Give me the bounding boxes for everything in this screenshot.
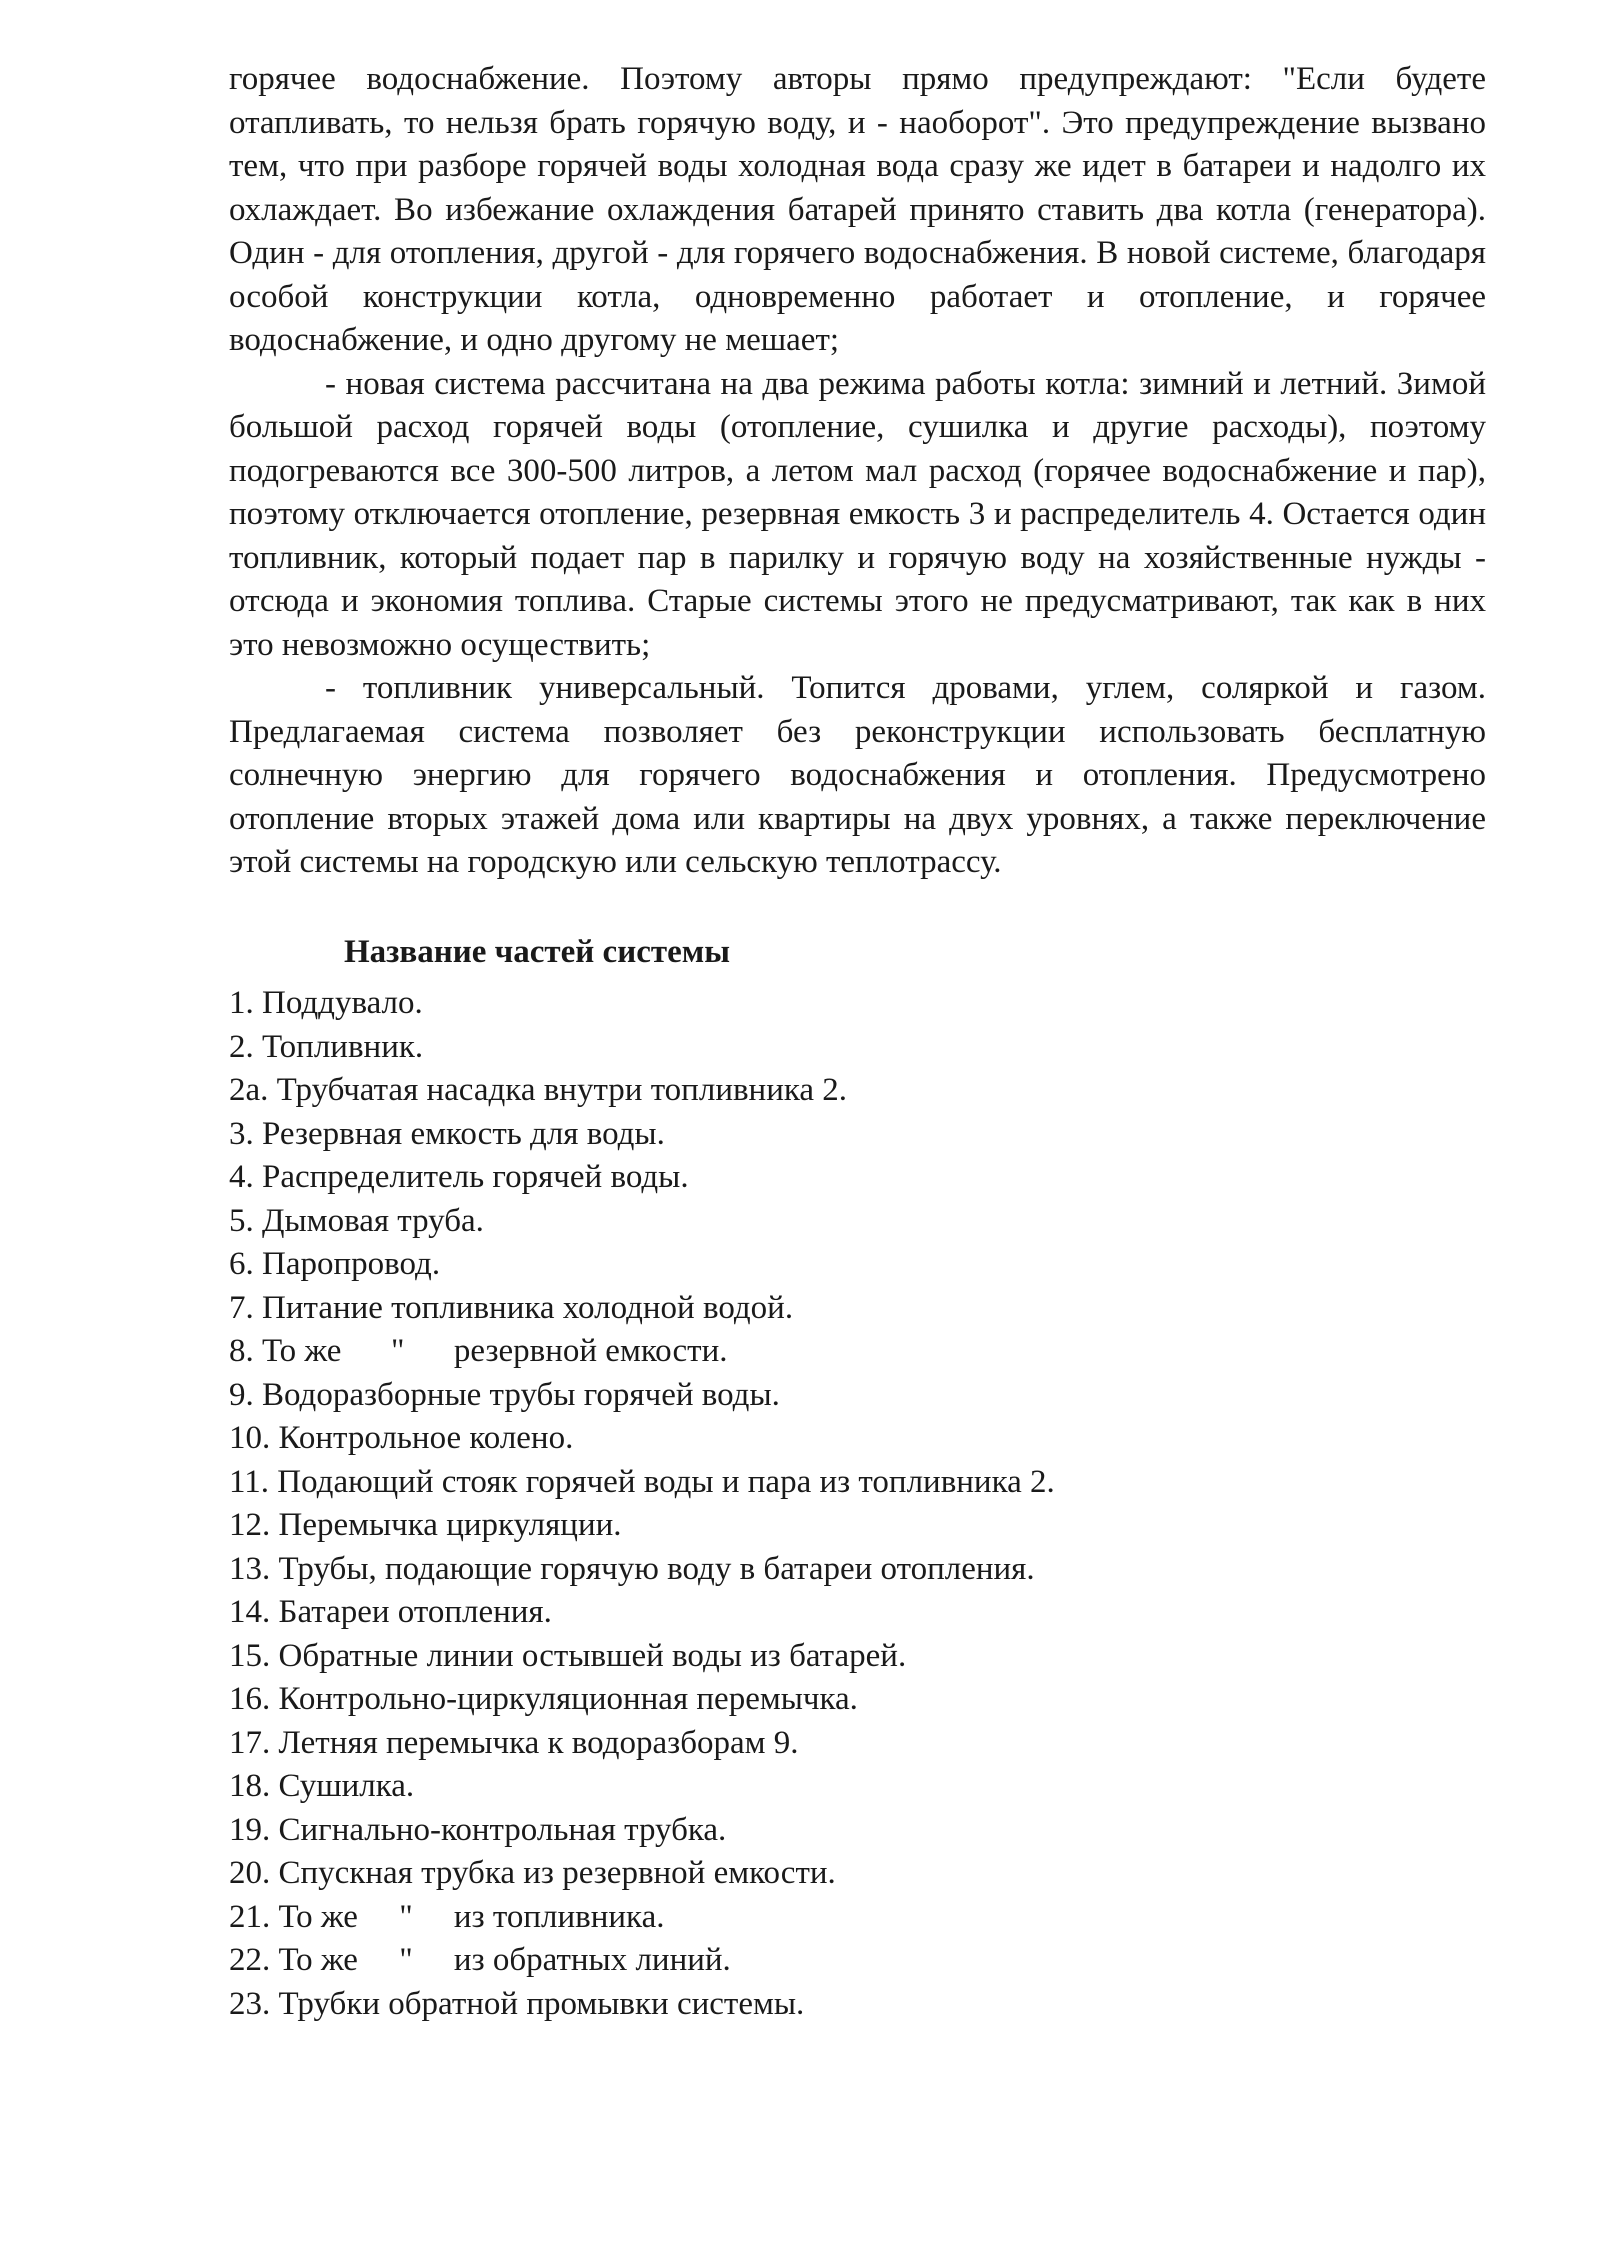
list-item: 2. Топливник. [229, 1028, 424, 1065]
list-item: 19. Сигнально-контрольная трубка. [229, 1811, 727, 1848]
list-item: 18. Сушилка. [229, 1768, 415, 1804]
document-page [229, 58, 1486, 2026]
list-item: 10. Контрольное колено. [229, 1420, 574, 1456]
list-item: 3. Резервная емкость для воды. [229, 1115, 665, 1152]
body-paragraph-2: - новая система рассчитана на два режима работы котла: зимний и летний. Зимой большой расход горячей воды (отопление, сушилка и другие расходы), поэтому подогреваются все 300-500 литров, а летом мал расход (горячее водоснабжение и пар), поэтому отключается отопление, резервная емкость 3 и распределитель 4. Остается один топливник, который подает пар в парилку и горячую воду на хозяйственные нужды - отсюда и экономия топлива. Старые системы этого не предусматривают, так как в них это невозможно осуществить; [229, 365, 1486, 663]
list-item: 11. Подающий стояк горячей воды и пара из топливника 2. [229, 1463, 1055, 1500]
list-item: 6. Паропровод. [229, 1246, 441, 1282]
list-item: 13. Трубы, подающие горячую воду в батареи отопления. [229, 1550, 1035, 1587]
list-item: 4. Распределитель горячей воды. [229, 1159, 689, 1195]
section-heading: Название частей системы [344, 933, 730, 970]
list-item: 23. Трубки обратной промывки системы. [229, 1985, 805, 2022]
list-item: 5. Дымовая труба. [229, 1202, 484, 1239]
list-item: 7. Питание топливника холодной водой. [229, 1289, 794, 1326]
list-item: 22. То же " из обратных линий. [229, 1942, 731, 1978]
list-item: 14. Батареи отопления. [229, 1594, 552, 1630]
list-item: 17. Летняя перемычка к водоразборам 9. [229, 1724, 799, 1761]
list-item: 2а. Трубчатая насадка внутри топливника 2. [229, 1072, 848, 1108]
body-paragraph-1: горячее водоснабжение. Поэтому авторы прямо предупреждают: "Если будете отапливать, то нельзя брать горячую воду, и - наоборот". Это предупреждение вызвано тем, что при разборе горячей воды холодная вода сразу же идет в батареи и надолго их охлаждает. Во избежание охлаждения батарей принято ставить два котла (генератора). Один - для отопления, другой - для горячего водоснабжения. В новой системе, благодаря особой конструкции котла, одновременно работает и отопление, и горячее водоснабжение, и одно другому не мешает; [229, 61, 1486, 358]
list-item: 12. Перемычка циркуляции. [229, 1507, 622, 1543]
list-item: 1. Поддувало. [229, 985, 423, 1021]
list-item: 21. То же " из топливника. [229, 1898, 665, 1935]
body-paragraph-3: - топливник универсальный. Топится дровами, углем, соляркой и газом. Предлагаемая система позволяет без реконструкции использовать бесплатную солнечную энергию для горячего водоснабжения и отопления. Предусмотрено отопление вторых этажей дома или квартиры на двух уровнях, а также переключение этой системы на городскую или сельскую теплотрассу. [229, 670, 1486, 880]
list-item: 20. Спускная трубка из резервной емкости. [229, 1855, 836, 1891]
list-item: 16. Контрольно-циркуляционная перемычка. [229, 1681, 858, 1717]
list-item: 15. Обратные линии остывшей воды из батарей. [229, 1637, 907, 1674]
list-item: 8. То же " резервной емкости. [229, 1333, 728, 1369]
list-item: 9. Водоразборные трубы горячей воды. [229, 1376, 780, 1413]
parts-list [229, 982, 1486, 2026]
